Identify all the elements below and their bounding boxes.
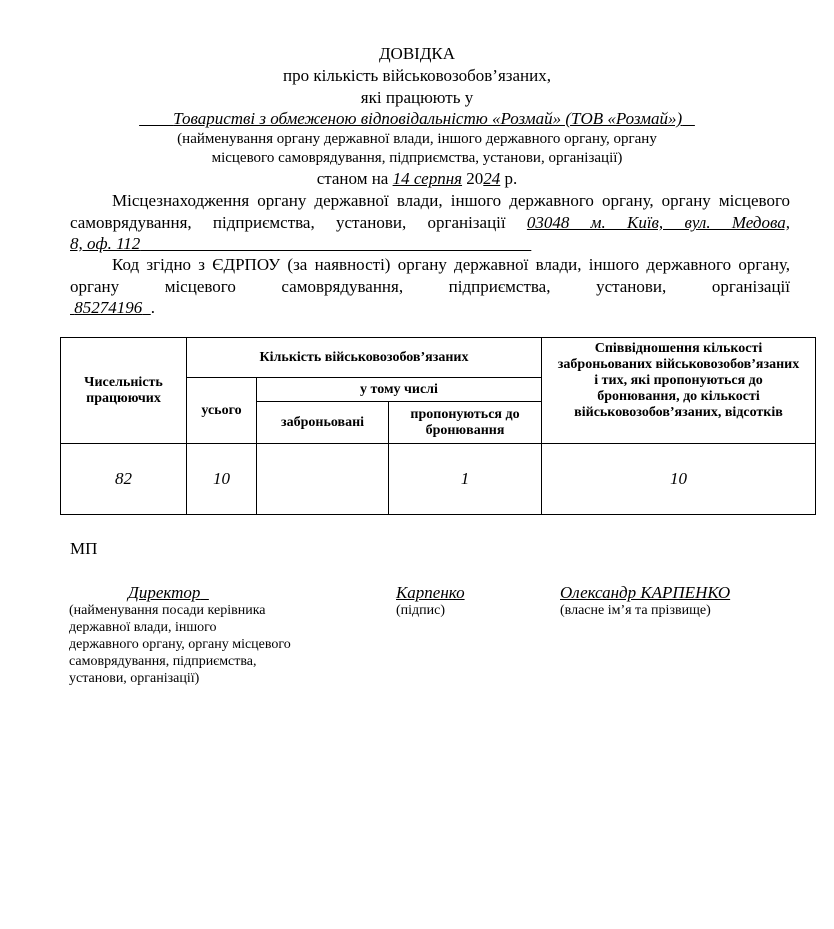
location-paragraph (70, 190, 790, 234)
header-including: у тому числі (257, 378, 542, 402)
edrpou-text: Код згідно з ЄДРПОУ (за наявності) органу державної влади, іншого державного органу, органу місцевого самоврядування, підприємства, установи, організації (70, 255, 790, 296)
header-ratio: Співвідношення кількості заброньованих військовозобов’язаних і тих, які пропонуються до бронювання, до кількості військовозобов’язаних, відсотків (542, 338, 816, 444)
as-of-year-suffix: 24 (483, 169, 501, 188)
header-reserved: заброньовані (257, 402, 389, 444)
title-line-1: про кількість військовозобов’язаних, (283, 66, 551, 85)
location-address-2: 8, оф. 112 (70, 234, 141, 253)
cell-ratio: 10 (542, 444, 816, 515)
edrpou-paragraph (70, 254, 790, 298)
edrpou-end: . (150, 298, 155, 317)
as-of-suffix: р. (504, 169, 518, 188)
cell-proposed: 1 (389, 444, 542, 515)
organization-line (0, 109, 834, 129)
cell-total: 10 (187, 444, 257, 515)
cell-employees: 82 (61, 444, 187, 515)
position-value (128, 583, 209, 603)
position-caption-line: державної влади, іншого (69, 620, 217, 635)
header-total: усього (187, 378, 257, 444)
as-of-day-month: 14 серпня (392, 169, 463, 188)
location-address-line (70, 233, 531, 255)
as-of-prefix: станом на (316, 169, 389, 188)
stamp-label: МП (70, 539, 98, 558)
position-caption (69, 602, 291, 687)
position-value-text: Директор (128, 583, 201, 602)
location-address-1: 03048 м. Київ, вул. Медова, (526, 213, 790, 232)
name-value: Олександр КАРПЕНКО (560, 583, 731, 602)
header-employees: Чисельність працюючих (61, 338, 187, 444)
position-caption-line: (найменування посади керівника (69, 603, 266, 618)
edrpou-code-line (70, 297, 155, 319)
as-of-year-prefix: 20 (466, 169, 484, 188)
position-caption-line: державного органу, органу місцевого (69, 637, 291, 652)
name-caption: (власне ім’я та прізвище) (560, 603, 711, 618)
document-title: ДОВІДКА (378, 44, 456, 63)
signature-value: Карпенко (396, 583, 465, 602)
location-text: Місцезнаходження органу державної влади, іншого державного органу, органу місцевого самоврядування, підприємства, установи, організації (70, 191, 790, 232)
header-reservists-count: Кількість військовозобов’язаних (187, 338, 542, 378)
position-caption-line: установи, організації) (69, 671, 200, 686)
organization-name: Товаристві з обмеженою відповідальністю «Розмай» (ТОВ «Розмай») (173, 109, 683, 128)
organization-caption-1: (найменування органу державної влади, іншого державного органу, органу (177, 131, 657, 147)
signature-caption: (підпис) (396, 603, 446, 618)
cell-reserved (257, 444, 389, 515)
reservists-table (60, 337, 816, 515)
as-of-date (0, 169, 834, 189)
edrpou-code: 85274196 (74, 298, 143, 317)
position-caption-line: самоврядування, підприємства, (69, 654, 257, 669)
organization-caption-2: місцевого самоврядування, підприємства, установи, організації) (211, 150, 623, 166)
header-proposed: пропонуються до бронювання (389, 402, 542, 444)
title-line-2: які працюють у (360, 88, 474, 107)
